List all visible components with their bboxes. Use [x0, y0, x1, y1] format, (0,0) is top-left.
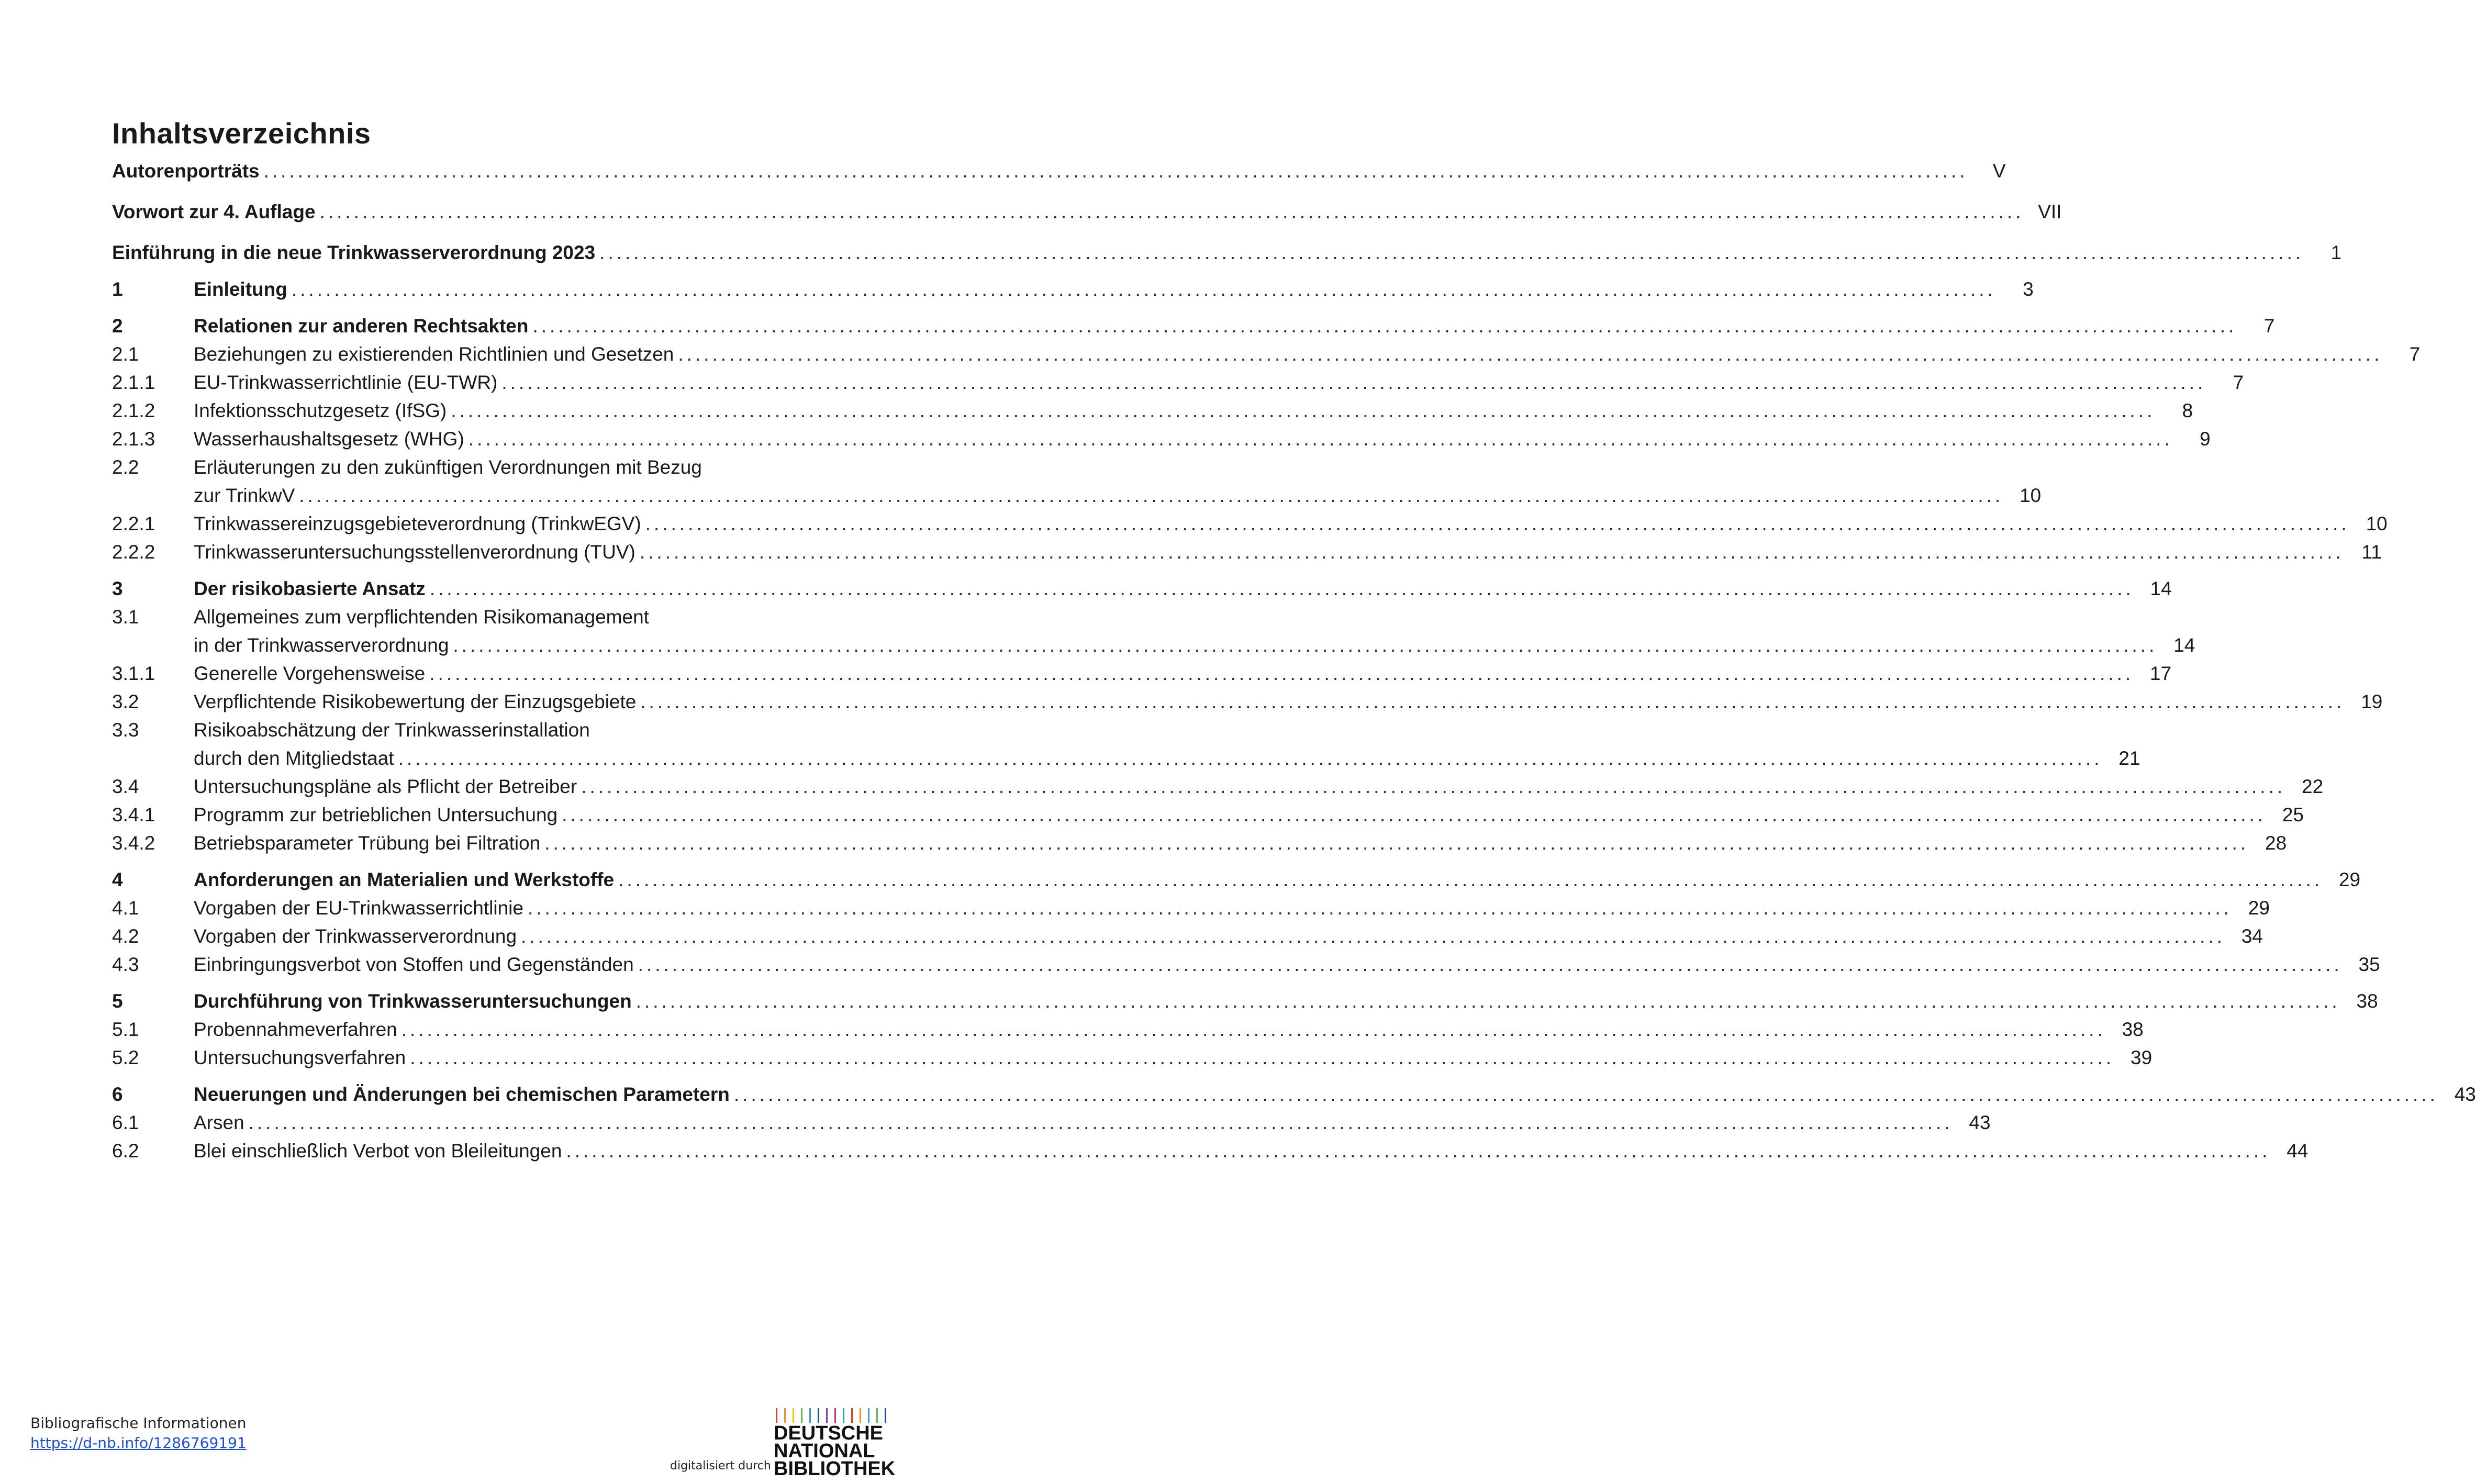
toc-entry-page: 8	[2182, 400, 2193, 421]
toc-entry-title: Einführung in die neue Trinkwasserverordnung 2023	[112, 242, 596, 263]
toc-entry-title: Vorwort zur 4. Auflage	[112, 201, 316, 222]
dnb-logo-bar	[818, 1408, 819, 1423]
dot-leader: ........................................................................................................................................................................................................	[410, 1047, 2115, 1068]
toc-entry-page: VII	[2038, 201, 2062, 222]
dot-leader: ........................................................................................................................................................................................................	[468, 428, 2173, 450]
toc-entry-number: 2.1	[112, 343, 139, 365]
toc-entry-number: 3.4.2	[112, 832, 155, 854]
toc-entry	[112, 922, 2263, 951]
dot-leader: ........................................................................................................................................................................................................	[678, 343, 2383, 365]
toc-entry-title: durch den Mitgliedstaat	[194, 747, 394, 769]
dnb-logo-bar	[784, 1408, 786, 1423]
dnb-logo-bar	[834, 1408, 836, 1423]
toc-entry-title: EU-Trinkwasserrichtlinie (EU-TWR)	[194, 372, 498, 393]
toc-entry	[112, 397, 2193, 425]
dot-leader: ........................................................................................................................................................................................................	[299, 485, 2004, 506]
toc-entry-title: Vorgaben der EU-Trinkwasserrichtlinie	[194, 897, 523, 919]
dot-leader: ........................................................................................................................................................................................................	[501, 372, 2206, 393]
toc-entry-title: Trinkwasseruntersuchungsstellenverordnung (TUV)	[194, 541, 635, 563]
toc-entry	[112, 688, 2383, 716]
dot-leader: ........................................................................................................................................................................................................	[451, 400, 2156, 421]
toc-entry-page: 39	[2131, 1047, 2152, 1068]
dot-leader: ........................................................................................................................................................................................................	[599, 242, 2304, 263]
toc-entry	[112, 603, 2195, 660]
dot-leader: ........................................................................................................................................................................................................	[562, 804, 2267, 825]
dot-leader: ........................................................................................................................................................................................................	[401, 1019, 2106, 1040]
toc-entry-title: Programm zur betrieblichen Untersuchung	[194, 804, 558, 825]
toc-entry-title: Einleitung	[194, 278, 287, 300]
dot-leader: ........................................................................................................................................................................................................	[618, 869, 2323, 890]
table-of-contents	[112, 157, 2476, 1165]
toc-entry	[112, 425, 2211, 453]
toc-entry-page: 22	[2302, 776, 2324, 797]
toc-entry-number: 3.1	[112, 606, 139, 628]
toc-entry-number: 6.2	[112, 1140, 139, 1162]
toc-entry	[112, 1016, 2144, 1044]
toc-entry-page: 43	[2454, 1084, 2476, 1105]
toc-entry-title: Infektionsschutzgesetz (IfSG)	[194, 400, 447, 421]
toc-entry-page: 29	[2248, 897, 2270, 919]
bibliographic-info	[30, 1413, 247, 1453]
dnb-logo-bar	[809, 1408, 811, 1423]
toc-entry-title: in der Trinkwasserverordnung	[194, 634, 449, 656]
toc-entry-page: 35	[2358, 954, 2380, 975]
dot-leader: ........................................................................................................................................................................................................	[640, 691, 2345, 712]
toc-entry-number: 3.3	[112, 719, 139, 741]
toc-entry-title: Wasserhaushaltsgesetz (WHG)	[194, 428, 464, 450]
toc-entry	[112, 716, 2140, 773]
toc-entry	[112, 575, 2172, 603]
toc-entry-page: 17	[2150, 663, 2172, 684]
dnb-logo-bar	[876, 1408, 878, 1423]
bibliographic-info-link[interactable]: https://d-nb.info/1286769191	[30, 1434, 247, 1452]
toc-entry	[112, 951, 2380, 979]
toc-entry-number: 2.2	[112, 456, 139, 478]
toc-entry	[112, 275, 2034, 304]
dot-leader: ........................................................................................................................................................................................................	[248, 1112, 1953, 1133]
dot-leader: ........................................................................................................................................................................................................	[398, 747, 2103, 769]
toc-entry-page: 7	[2263, 315, 2275, 337]
toc-entry	[112, 157, 2006, 185]
toc-entry-page: 10	[2366, 513, 2388, 534]
dot-leader: ........................................................................................................................................................................................................	[291, 278, 1996, 300]
toc-entry-title: Autorenporträts	[112, 160, 260, 182]
toc-entry-number: 2.2.1	[112, 513, 155, 534]
toc-entry-page: V	[1992, 160, 2006, 182]
toc-entry-page: 21	[2118, 747, 2140, 769]
toc-entry-title: Betriebsparameter Trübung bei Filtration	[194, 832, 541, 854]
toc-entry	[112, 801, 2304, 829]
toc-entry-number: 2.1.3	[112, 428, 155, 450]
toc-entry-number: 2.1.1	[112, 372, 155, 393]
toc-entry	[112, 1137, 2308, 1165]
toc-entry-number: 4.3	[112, 954, 139, 975]
toc-entry-title-line: Allgemeines zum verpflichtenden Risikomanagement	[194, 606, 649, 628]
toc-entry-title: Generelle Vorgehensweise	[194, 663, 426, 684]
toc-entry-number: 4	[112, 869, 123, 890]
toc-entry-title: Anforderungen an Materialien und Werkstoffe	[194, 869, 615, 890]
dot-leader: ........................................................................................................................................................................................................	[581, 776, 2286, 797]
dnb-logo-bar	[776, 1408, 777, 1423]
dot-leader: ........................................................................................................................................................................................................	[638, 954, 2343, 975]
toc-entry	[112, 1044, 2152, 1072]
toc-entry-page: 1	[2330, 242, 2342, 263]
toc-entry-number: 6.1	[112, 1112, 139, 1133]
toc-entry-page: 44	[2287, 1140, 2308, 1162]
toc-entry-title: Relationen zur anderen Rechtsakten	[194, 315, 529, 337]
dot-leader: ........................................................................................................................................................................................................	[319, 201, 2024, 222]
dot-leader: ........................................................................................................................................................................................................	[453, 634, 2158, 656]
toc-entry-title: Der risikobasierte Ansatz	[194, 578, 426, 599]
toc-entry-number: 3.2	[112, 691, 139, 712]
toc-entry-page: 38	[2356, 990, 2378, 1012]
toc-entry-number: 2.2.2	[112, 541, 155, 563]
dot-leader: ........................................................................................................................................................................................................	[635, 990, 2340, 1012]
toc-entry-page: 11	[2361, 541, 2382, 563]
toc-entry	[112, 312, 2275, 340]
toc-entry	[112, 829, 2287, 857]
toc-entry-page: 14	[2173, 634, 2195, 656]
toc-entry-number: 3.1.1	[112, 663, 155, 684]
toc-entry-number: 2	[112, 315, 123, 337]
dot-leader: ........................................................................................................................................................................................................	[429, 578, 2134, 599]
toc-entry-number: 1	[112, 278, 123, 300]
toc-entry-title: Vorgaben der Trinkwasserverordnung	[194, 925, 517, 947]
toc-entry-title: Trinkwassereinzugsgebieteverordnung (TrinkwEGV)	[194, 513, 641, 534]
toc-entry-page: 29	[2338, 869, 2361, 890]
toc-entry	[112, 198, 2062, 226]
toc-entry-page: 10	[2020, 485, 2042, 506]
toc-entry	[112, 1080, 2476, 1109]
toc-entry-title: Untersuchungsverfahren	[194, 1047, 406, 1068]
toc-entry-page: 3	[2023, 278, 2034, 300]
toc-entry-title: Neuerungen und Änderungen bei chemischen Parametern	[194, 1084, 730, 1105]
dnb-logo-line-3: BIBLIOTHEK	[774, 1458, 896, 1480]
dnb-logo-bar	[868, 1408, 869, 1423]
toc-entry-number: 2.1.2	[112, 400, 155, 421]
toc-entry	[112, 660, 2172, 688]
toc-entry-title: Arsen	[194, 1112, 244, 1133]
toc-entry-page: 34	[2241, 925, 2263, 947]
digitized-by-label: digitalisiert durch	[670, 1459, 771, 1472]
dot-leader: ........................................................................................................................................................................................................	[639, 541, 2344, 563]
dnb-logo-bar	[793, 1408, 794, 1423]
toc-entry-number: 5.1	[112, 1019, 139, 1040]
toc-entry-page: 7	[2409, 343, 2421, 365]
dot-leader: ........................................................................................................................................................................................................	[532, 315, 2237, 337]
dnb-logo-bar	[885, 1408, 886, 1423]
toc-entry	[112, 340, 2421, 369]
dnb-logo	[774, 1408, 899, 1481]
toc-entry-page: 43	[1969, 1112, 1991, 1133]
toc-entry-page: 38	[2122, 1019, 2144, 1040]
toc-entry-number: 4.1	[112, 897, 139, 919]
toc-entry-title: zur TrinkwV	[194, 485, 295, 506]
dot-leader: ........................................................................................................................................................................................................	[429, 663, 2134, 684]
dnb-logo-bar	[860, 1408, 861, 1423]
toc-entry-page: 25	[2282, 804, 2304, 825]
toc-entry	[112, 866, 2361, 894]
dnb-logo-bar	[801, 1408, 802, 1423]
toc-entry-title-line: Erläuterungen zu den zukünftigen Verordnungen mit Bezug	[194, 456, 702, 478]
toc-entry-number: 5	[112, 990, 123, 1012]
toc-entry-title: Einbringungsverbot von Stoffen und Gegenständen	[194, 954, 634, 975]
toc-entry	[112, 510, 2388, 538]
toc-entry-title: Durchführung von Trinkwasseruntersuchungen	[194, 990, 632, 1012]
dnb-logo-line-1: DEUTSCHE	[774, 1422, 884, 1444]
toc-entry	[112, 987, 2378, 1016]
dnb-logo-line-2: NATIONAL	[774, 1440, 875, 1462]
toc-entry-page: 19	[2361, 691, 2383, 712]
page-title: Inhaltsverzeichnis	[112, 117, 371, 150]
toc-entry-page: 14	[2150, 578, 2172, 599]
toc-entry	[112, 538, 2382, 566]
dot-leader: ........................................................................................................................................................................................................	[544, 832, 2249, 854]
toc-entry-number: 5.2	[112, 1047, 139, 1068]
dot-leader: ........................................................................................................................................................................................................	[733, 1084, 2438, 1105]
toc-entry-number: 3.4	[112, 776, 139, 797]
dnb-logo-bar	[843, 1408, 844, 1423]
toc-entry-page: 28	[2265, 832, 2287, 854]
toc-entry-number: 6	[112, 1084, 123, 1105]
dot-leader: ........................................................................................................................................................................................................	[263, 160, 1968, 182]
toc-entry	[112, 894, 2270, 922]
toc-entry-title: Verpflichtende Risikobewertung der Einzugsgebiete	[194, 691, 637, 712]
toc-entry-title-line: Risikoabschätzung der Trinkwasserinstallation	[194, 719, 590, 741]
dot-leader: ........................................................................................................................................................................................................	[645, 513, 2350, 534]
dnb-branding	[670, 1408, 900, 1481]
toc-entry	[112, 773, 2324, 801]
toc-entry-number: 3	[112, 578, 123, 599]
toc-entry	[112, 453, 2042, 510]
toc-entry-page: 9	[2200, 428, 2211, 450]
dot-leader: ........................................................................................................................................................................................................	[521, 925, 2225, 947]
toc-entry-title: Probennahmeverfahren	[194, 1019, 397, 1040]
dnb-logo-bar	[851, 1408, 853, 1423]
toc-entry-number: 4.2	[112, 925, 139, 947]
dnb-logo-bar	[826, 1408, 828, 1423]
bibliographic-info-label: Bibliografische Informationen	[30, 1414, 247, 1432]
dot-leader: ........................................................................................................................................................................................................	[566, 1140, 2271, 1162]
toc-entry	[112, 369, 2244, 397]
toc-entry-title: Blei einschließlich Verbot von Bleileitungen	[194, 1140, 562, 1162]
toc-entry-number: 3.4.1	[112, 804, 155, 825]
toc-entry-title: Untersuchungspläne als Pflicht der Betreiber	[194, 776, 577, 797]
toc-entry-page: 7	[2233, 372, 2244, 393]
toc-entry	[112, 1109, 1991, 1137]
dot-leader: ........................................................................................................................................................................................................	[527, 897, 2232, 919]
toc-entry-title: Beziehungen zu existierenden Richtlinien und Gesetzen	[194, 343, 674, 365]
toc-entry	[112, 239, 2342, 267]
